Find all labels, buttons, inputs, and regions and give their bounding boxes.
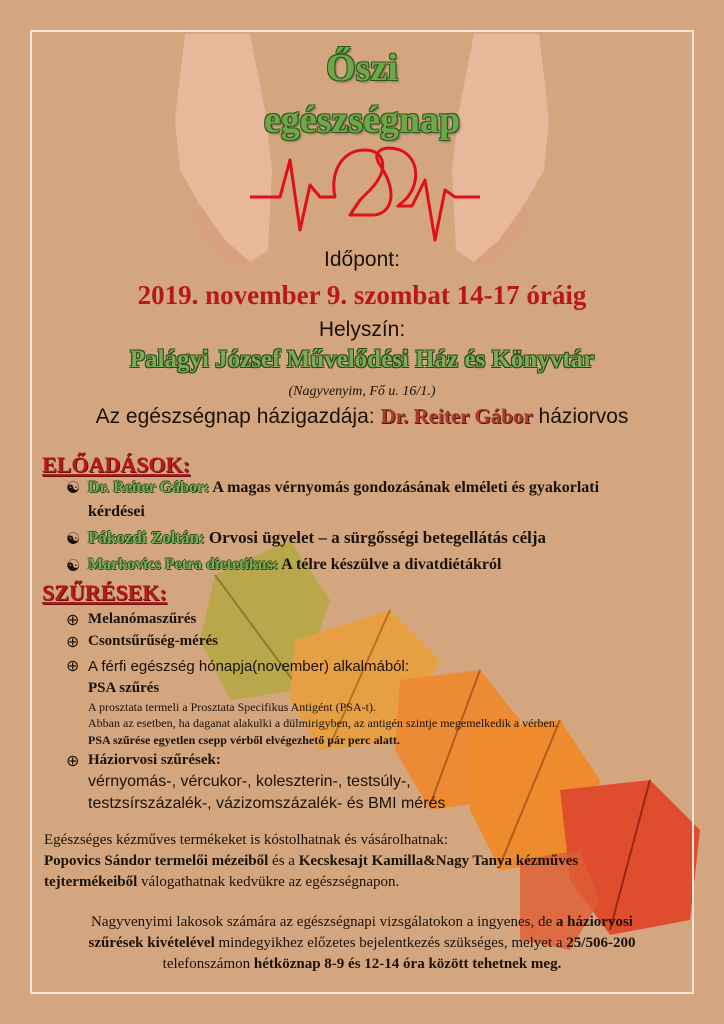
producer-honey: Popovics Sándor termelői mézeiből: [44, 853, 269, 869]
psa-text-line2: Abban az esetben, ha daganat alakulki a dülmirigyben, az antigén szintje megemelkedik a vérben.: [88, 716, 558, 730]
venue-address: (Nagyvenyim, Fő u. 16/1.): [288, 384, 436, 399]
phone-number: 25/506-200: [566, 935, 636, 951]
page-title-line1: Őszi: [326, 47, 398, 89]
lecturer-name: Pákozdi Zoltán:: [88, 528, 205, 547]
products-line2: [44, 851, 684, 872]
event-date: 2019. november 9. szombat 14-17 óráig: [137, 280, 587, 310]
registration-line3: [30, 954, 694, 975]
registration-paragraph: [30, 912, 694, 975]
lecture-topic: Orvosi ügyelet – a sürgősségi betegellátás célja: [204, 528, 547, 547]
circled-plus-icon: ⊕: [66, 658, 80, 675]
lecture-topic: A magas vérnyomás gondozásának elméleti és gyakorlati: [209, 479, 600, 496]
office-hours: hétköznap 8-9 és 12-14 óra között tehetnek meg.: [253, 956, 562, 972]
registration-text-e: , melyet a: [503, 935, 567, 951]
yin-yang-icon: ☯: [66, 558, 81, 575]
host-prefix: Az egészségnap házigazdája:: [95, 405, 381, 428]
gp-screening-line1: vérnyomás-, vércukor-, koleszterin-, testsúly-,: [88, 773, 411, 790]
registration-line2: [30, 933, 694, 954]
gp-screening-heading: Háziorvosi szűrések:: [88, 752, 221, 768]
registration-text-d: mindegyikhez előzetes bejelentkezés szükséges: [214, 935, 504, 951]
psa-intro: A férfi egészség hónapja(november) alkalmából:: [88, 658, 410, 675]
registration-text-g: telefonszámon: [162, 956, 254, 972]
time-label: Időpont:: [324, 248, 400, 271]
page-title-line2: egészségnap: [263, 99, 461, 141]
lecture-item: [88, 476, 668, 500]
lecture-topic: A télre készülve a divatdiétákról: [278, 556, 502, 573]
lecture-item: [88, 526, 546, 550]
host-suffix: háziorvos: [532, 405, 629, 428]
lecturer-name: Markovics Petra dietetikus:: [88, 556, 279, 573]
gp-screening-line2: testzsírszázalék-, vázizomszázalék- és BMI mérés: [88, 795, 446, 812]
dairy-products: tejtermékeiből: [44, 874, 138, 890]
products-line1: Egészséges kézműves termékeket is kóstolhatnak és vásárolhatnak:: [44, 832, 449, 848]
circled-plus-icon: ⊕: [66, 612, 80, 629]
products-paragraph: [44, 830, 684, 893]
products-connector: és a: [268, 853, 299, 869]
products-end: válogathatnak kedvükre az egészségnapon.: [137, 874, 400, 890]
lecture-item: [88, 553, 501, 577]
lectures-heading: ELŐADÁSOK:: [42, 452, 190, 477]
registration-text-a: Nagyvenyimi lakosok számára az egészségnapi vizsgálatokon a ingyenes, de: [91, 914, 556, 930]
lecture-topic-cont: kérdései: [88, 503, 145, 520]
screening-item: Melanómaszűrés: [88, 611, 197, 627]
registration-line1: [30, 912, 694, 933]
yin-yang-icon: ☯: [66, 531, 81, 548]
yin-yang-icon: ☯: [66, 480, 81, 497]
circled-plus-icon: ⊕: [66, 753, 80, 770]
circled-plus-icon: ⊕: [66, 634, 80, 651]
screenings-heading: SZŰRÉSEK:: [42, 580, 167, 605]
host-line: [0, 404, 724, 429]
psa-text-line3: PSA szűrése egyetlen csepp vérből elvégezhető pár perc alatt.: [88, 733, 400, 747]
psa-heading: PSA szűrés: [88, 680, 160, 696]
producer-dairy: Kecskesajt Kamilla&Nagy Tanya kézműves: [298, 853, 579, 869]
registration-text-c: szűrések kivételével: [88, 935, 215, 951]
psa-text-line1: A prosztata termeli a Prosztata Specifikus Antigént (PSA-t).: [88, 700, 376, 714]
screening-item: Csontsűrűség-mérés: [88, 633, 218, 649]
place-label: Helyszín:: [318, 318, 406, 341]
products-line3: [44, 872, 684, 893]
venue-name: Palágyi József Művelődési Ház és Könyvtár: [129, 346, 595, 373]
host-name: Dr. Reiter Gábor: [380, 404, 533, 428]
lecturer-name: Dr. Reiter Gábor:: [88, 479, 210, 496]
registration-text-b: a háziorvosi: [555, 914, 633, 930]
